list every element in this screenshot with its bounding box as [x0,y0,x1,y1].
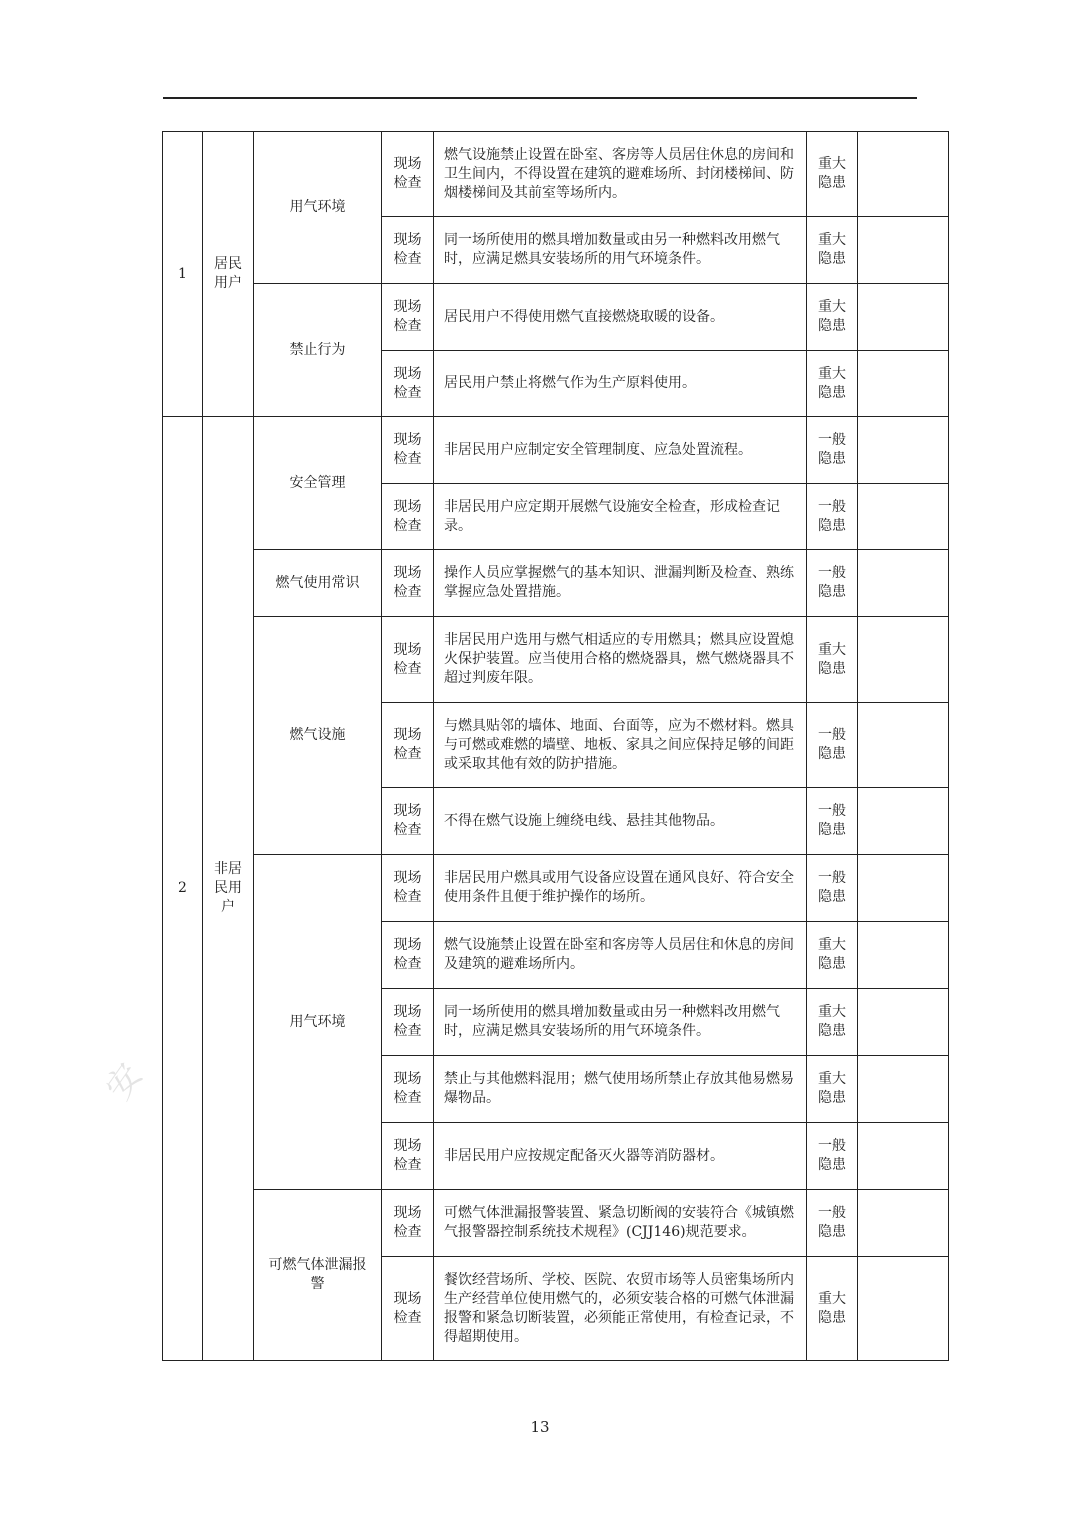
method-cell: 现场 检查 [382,1056,434,1123]
remarks-cell [858,1056,949,1123]
hazard-level-cell: 一般 隐患 [807,484,858,550]
method-cell: 现场 检查 [382,703,434,788]
table-body [163,132,949,1361]
subcategory-cell: 可燃气体泄漏报 警 [254,1190,382,1361]
requirement-cell: 禁止与其他燃料混用；燃气使用场所禁止存放其他易燃易爆物品。 [434,1056,807,1123]
method-cell: 现场 检查 [382,550,434,617]
table-row [163,617,949,703]
subcategory-cell: 用气环境 [254,855,382,1190]
remarks-cell [858,1257,949,1361]
hazard-level-cell: 重大 隐患 [807,922,858,989]
hazard-level-cell: 重大 隐患 [807,217,858,284]
inspection-table [162,131,949,1361]
method-cell: 现场 检查 [382,1190,434,1257]
requirement-cell: 非居民用户应制定安全管理制度、应急处置流程。 [434,417,807,484]
remarks-cell [858,217,949,284]
table-row [163,855,949,922]
category-cell: 非居 民用 户 [203,417,254,1361]
method-cell: 现场 检查 [382,922,434,989]
method-cell: 现场 检查 [382,417,434,484]
remarks-cell [858,132,949,217]
method-cell: 现场 检查 [382,1123,434,1190]
method-cell: 现场 检查 [382,132,434,217]
page-number: 13 [530,1418,550,1436]
watermark: 安 [98,1056,151,1108]
hazard-level-cell: 一般 隐患 [807,1190,858,1257]
requirement-cell: 同一场所使用的燃具增加数量或由另一种燃料改用燃气时，应满足燃具安装场所的用气环境条件。 [434,217,807,284]
subcategory-cell: 用气环境 [254,132,382,284]
method-cell: 现场 检查 [382,284,434,351]
table-row [163,550,949,617]
table-row [163,284,949,351]
remarks-cell [858,922,949,989]
hazard-level-cell: 一般 隐患 [807,703,858,788]
remarks-cell [858,788,949,855]
method-cell: 现场 检查 [382,217,434,284]
requirement-cell: 非居民用户应按规定配备灭火器等消防器材。 [434,1123,807,1190]
requirement-cell: 燃气设施禁止设置在卧室、客房等人员居住休息的房间和卫生间内，不得设置在建筑的避难场所、封闭楼梯间、防烟楼梯间及其前室等场所内。 [434,132,807,217]
hazard-level-cell: 一般 隐患 [807,1123,858,1190]
method-cell: 现场 检查 [382,788,434,855]
row-index: 1 [163,132,203,417]
remarks-cell [858,550,949,617]
remarks-cell [858,703,949,788]
hazard-level-cell: 重大 隐患 [807,284,858,351]
remarks-cell [858,989,949,1056]
requirement-cell: 居民用户不得使用燃气直接燃烧取暖的设备。 [434,284,807,351]
requirement-cell: 非居民用户选用与燃气相适应的专用燃具；燃具应设置熄火保护装置。应当使用合格的燃烧器具，燃气燃烧器具不超过判废年限。 [434,617,807,703]
method-cell: 现场 检查 [382,855,434,922]
row-index: 2 [163,417,203,1361]
hazard-level-cell: 重大 隐患 [807,132,858,217]
method-cell: 现场 检查 [382,484,434,550]
remarks-cell [858,855,949,922]
hazard-level-cell: 重大 隐患 [807,1056,858,1123]
hazard-level-cell: 重大 隐患 [807,989,858,1056]
remarks-cell [858,351,949,417]
requirement-cell: 可燃气体泄漏报警装置、紧急切断阀的安装符合《城镇燃气报警器控制系统技术规程》(CJJ146)规范要求。 [434,1190,807,1257]
hazard-level-cell: 一般 隐患 [807,417,858,484]
requirement-cell: 燃气设施禁止设置在卧室和客房等人员居住和休息的房间及建筑的避难场所内。 [434,922,807,989]
hazard-level-cell: 重大 隐患 [807,617,858,703]
remarks-cell [858,617,949,703]
requirement-cell: 非居民用户燃具或用气设备应设置在通风良好、符合安全使用条件且便于维护操作的场所。 [434,855,807,922]
subcategory-cell: 燃气使用常识 [254,550,382,617]
table-row [163,1190,949,1257]
requirement-cell: 同一场所使用的燃具增加数量或由另一种燃料改用燃气时，应满足燃具安装场所的用气环境条件。 [434,989,807,1056]
requirement-cell: 与燃具贴邻的墙体、地面、台面等，应为不燃材料。燃具与可燃或难燃的墙壁、地板、家具之间应保持足够的间距或采取其他有效的防护措施。 [434,703,807,788]
remarks-cell [858,484,949,550]
method-cell: 现场 检查 [382,351,434,417]
requirement-cell: 餐饮经营场所、学校、医院、农贸市场等人员密集场所内生产经营单位使用燃气的，必须安装合格的可燃气体泄漏报警和紧急切断装置，必须能正常使用，有检查记录，不得超期使用。 [434,1257,807,1361]
method-cell: 现场 检查 [382,1257,434,1361]
remarks-cell [858,1123,949,1190]
method-cell: 现场 检查 [382,989,434,1056]
hazard-level-cell: 重大 隐患 [807,1257,858,1361]
method-cell: 现场 检查 [382,617,434,703]
remarks-cell [858,284,949,351]
table-row [163,132,949,217]
table-row [163,417,949,484]
category-cell: 居民 用户 [203,132,254,417]
requirement-cell: 非居民用户应定期开展燃气设施安全检查，形成检查记录。 [434,484,807,550]
hazard-level-cell: 一般 隐患 [807,550,858,617]
requirement-cell: 居民用户禁止将燃气作为生产原料使用。 [434,351,807,417]
hazard-level-cell: 重大 隐患 [807,351,858,417]
subcategory-cell: 燃气设施 [254,617,382,855]
subcategory-cell: 安全管理 [254,417,382,550]
hazard-level-cell: 一般 隐患 [807,855,858,922]
requirement-cell: 操作人员应掌握燃气的基本知识、泄漏判断及检查、熟练掌握应急处置措施。 [434,550,807,617]
header-rule [163,97,917,99]
hazard-level-cell: 一般 隐患 [807,788,858,855]
requirement-cell: 不得在燃气设施上缠绕电线、悬挂其他物品。 [434,788,807,855]
remarks-cell [858,1190,949,1257]
subcategory-cell: 禁止行为 [254,284,382,417]
remarks-cell [858,417,949,484]
